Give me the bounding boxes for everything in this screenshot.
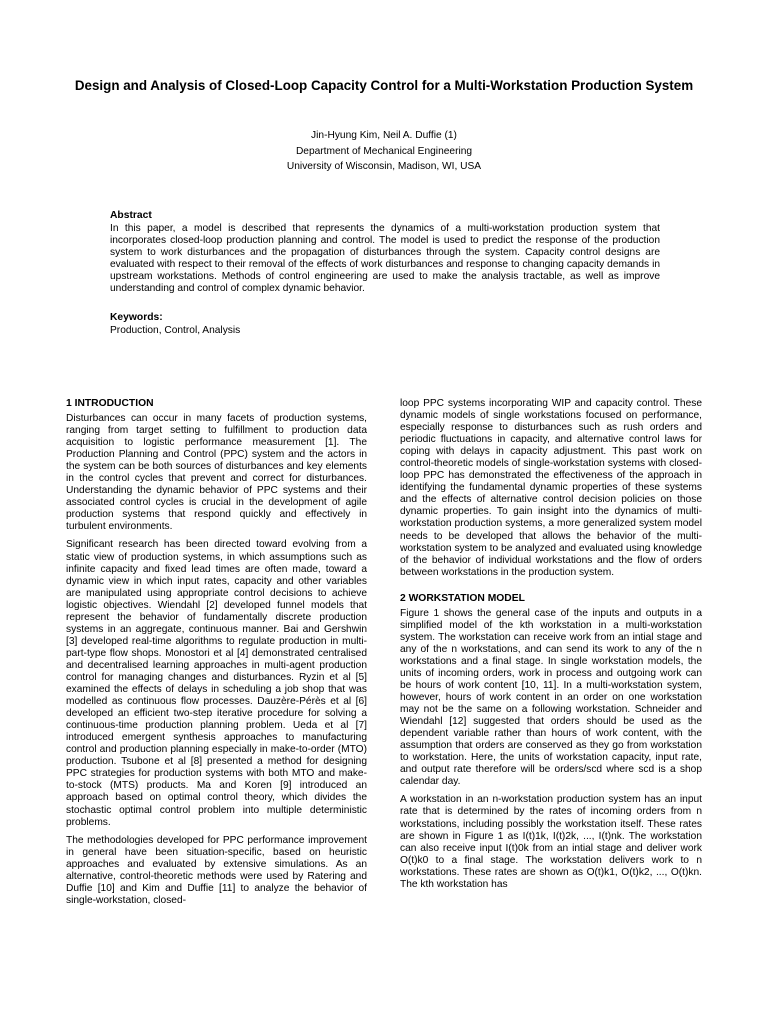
right-column	[400, 398, 702, 897]
author-department: Department of Mechanical Engineering	[295, 145, 473, 157]
abstract-text: In this paper, a model is described that represents the dynamics of a multi-workstation production system that incorporates closed-loop production planning and control. The model is used to predict the response of the production system to work disturbances and the propagation of disturbances through the system. Capacity control designs are evaluated with respect to their removal of the effects of work disturbances and response to changing capacity demands in upstream workstations. Methods of control engineering are used to make the analysis tractable, as well as improve understanding and control of complex dynamic behavior.	[110, 222, 660, 294]
paragraph: Significant research has been directed toward evolving from a static view of production systems, in which assumptions such as infinite capacity and fixed lead times are often made, toward a dynamic view in which input rates, capacity and other variables are manipulated using appropriate control decisions to achieve logistic objectives. Wiendahl [2] developed funnel models that represent the behavior of fundamentally discrete production systems in an aggregate, continuous manner. Bai and Gershwin [3] developed real-time algorithms to regulate production in multi-part-type flow shops. Monostori et al [4] demonstrated centralised and decentralised learning approaches in multi-agent production control for managing changes and disturbances. Ryzin et al [5] examined the effects of delays in scheduling a job shop that was modelled as continuous flow processes. Dauzère-Pérès et al [6] developed an efficient two-step iterative procedure for solving a continuous-time production planning problem. Ueda et al [7] introduced emergent synthesis approaches to manufacturing control and production planning especially in make-to-order (MTO) production. Tsubone et al [8] presented a method for designing PPC strategies for production systems with both MTO and make-to-stock (MTS) products. Ma and Koren [9] introduced an approach based on optimal control theory, which divides the stochastic optimal control problem into multiple deterministic problems.	[66, 539, 367, 828]
paragraph: The methodologies developed for PPC performance improvement in general have been situation-specific, based on heuristic approaches and evaluated by extensive simulations. As an alternative, control-theoretic methods were used by Ratering and Duffie [10] and Kim and Duffie [11] to analyze the behavior of single-workstation, closed-	[66, 834, 367, 906]
abstract-section	[110, 210, 660, 295]
left-column	[66, 398, 367, 913]
paragraph: Disturbances can occur in many facets of production systems, ranging from target setting to fulfillment to production data acquisition to logistic performance measurement [1]. The Production Planning and Control (PPC) system and the actors in the system can be both sources of disturbances and key elements in the control cycles that prevent and correct for disturbances. Understanding the dynamic behavior of PPC systems and their associated control cycles is crucial in the development of agile production systems that respond quickly and effectively in turbulent environments.	[66, 413, 367, 533]
paragraph: loop PPC systems incorporating WIP and capacity control. These dynamic models of single workstations focused on performance, especially response to disturbances such as rush orders and periodic fluctuations in capacity, and alternative control laws for coping with delays in capacity adjustment. This past work on control-theoretic models of single-workstation systems with closed-loop PPC has demonstrated the effectiveness of the approach in identifying the fundamental dynamic properties of these systems and the effects of alternative control decision policies on those dynamic properties. To gain insight into the dynamics of multi-workstation production systems, a more generalized system model needs to be developed that allows the behavior of the multi-workstation system to be analyzed and evaluated using knowledge of the behavior of individual workstations and the flow of orders between workstations in the production system.	[400, 398, 702, 578]
paragraph: Figure 1 shows the general case of the inputs and outputs in a simplified model of the kth workstation in a multi-workstation system. The workstation can receive work from an intial stage and any of the n workstations, and can send its work to any of the n workstations and a final stage. In single workstation models, the units of incoming orders, work in process and outgoing work can be hours of work content [10, 11]. In a multi-workstation system, however, hours of work content in an order on one workstation may not be the same on a following workstation. Schneider and Wiendahl [12] suggested that orders should be used as the dependent variable rather than hours of work content, with the assumption that orders are conserved as they go from workstation to workstation. Here, the units of workstation capacity, input rate, and output rate therefore will be orders/scd where scd is a shop calendar day.	[400, 607, 702, 788]
paragraph: A workstation in an n-workstation production system has an input rate that is determined by the rates of incoming orders from n workstations, including possibly the workstation itself. These rates are shown in Figure 1 as I(t)1k, I(t)2k, ..., I(t)nk. The workstation can also receive input I(t)0k from an intial stage and deliver work O(t)k0 to a final stage. The workstation delivers work to n workstations. These rates are shown as O(t)k1, O(t)k2, ..., O(t)kn. The kth workstation has	[400, 794, 702, 890]
keywords-section	[110, 312, 660, 337]
keywords-text: Production, Control, Analysis	[110, 324, 241, 336]
abstract-heading: Abstract	[110, 210, 152, 221]
author-block	[110, 128, 658, 175]
section-heading-introduction: 1 INTRODUCTION	[66, 398, 154, 409]
author-university: University of Wisconsin, Madison, WI, USA	[286, 161, 482, 172]
section-heading-workstation-model: 2 WORKSTATION MODEL	[400, 592, 525, 604]
author-names: Jin-Hyung Kim, Neil A. Duffie (1)	[311, 130, 457, 141]
keywords-heading: Keywords:	[110, 312, 163, 323]
paper-title: Design and Analysis of Closed-Loop Capacity Control for a Multi-Workstation Production System	[74, 78, 694, 93]
